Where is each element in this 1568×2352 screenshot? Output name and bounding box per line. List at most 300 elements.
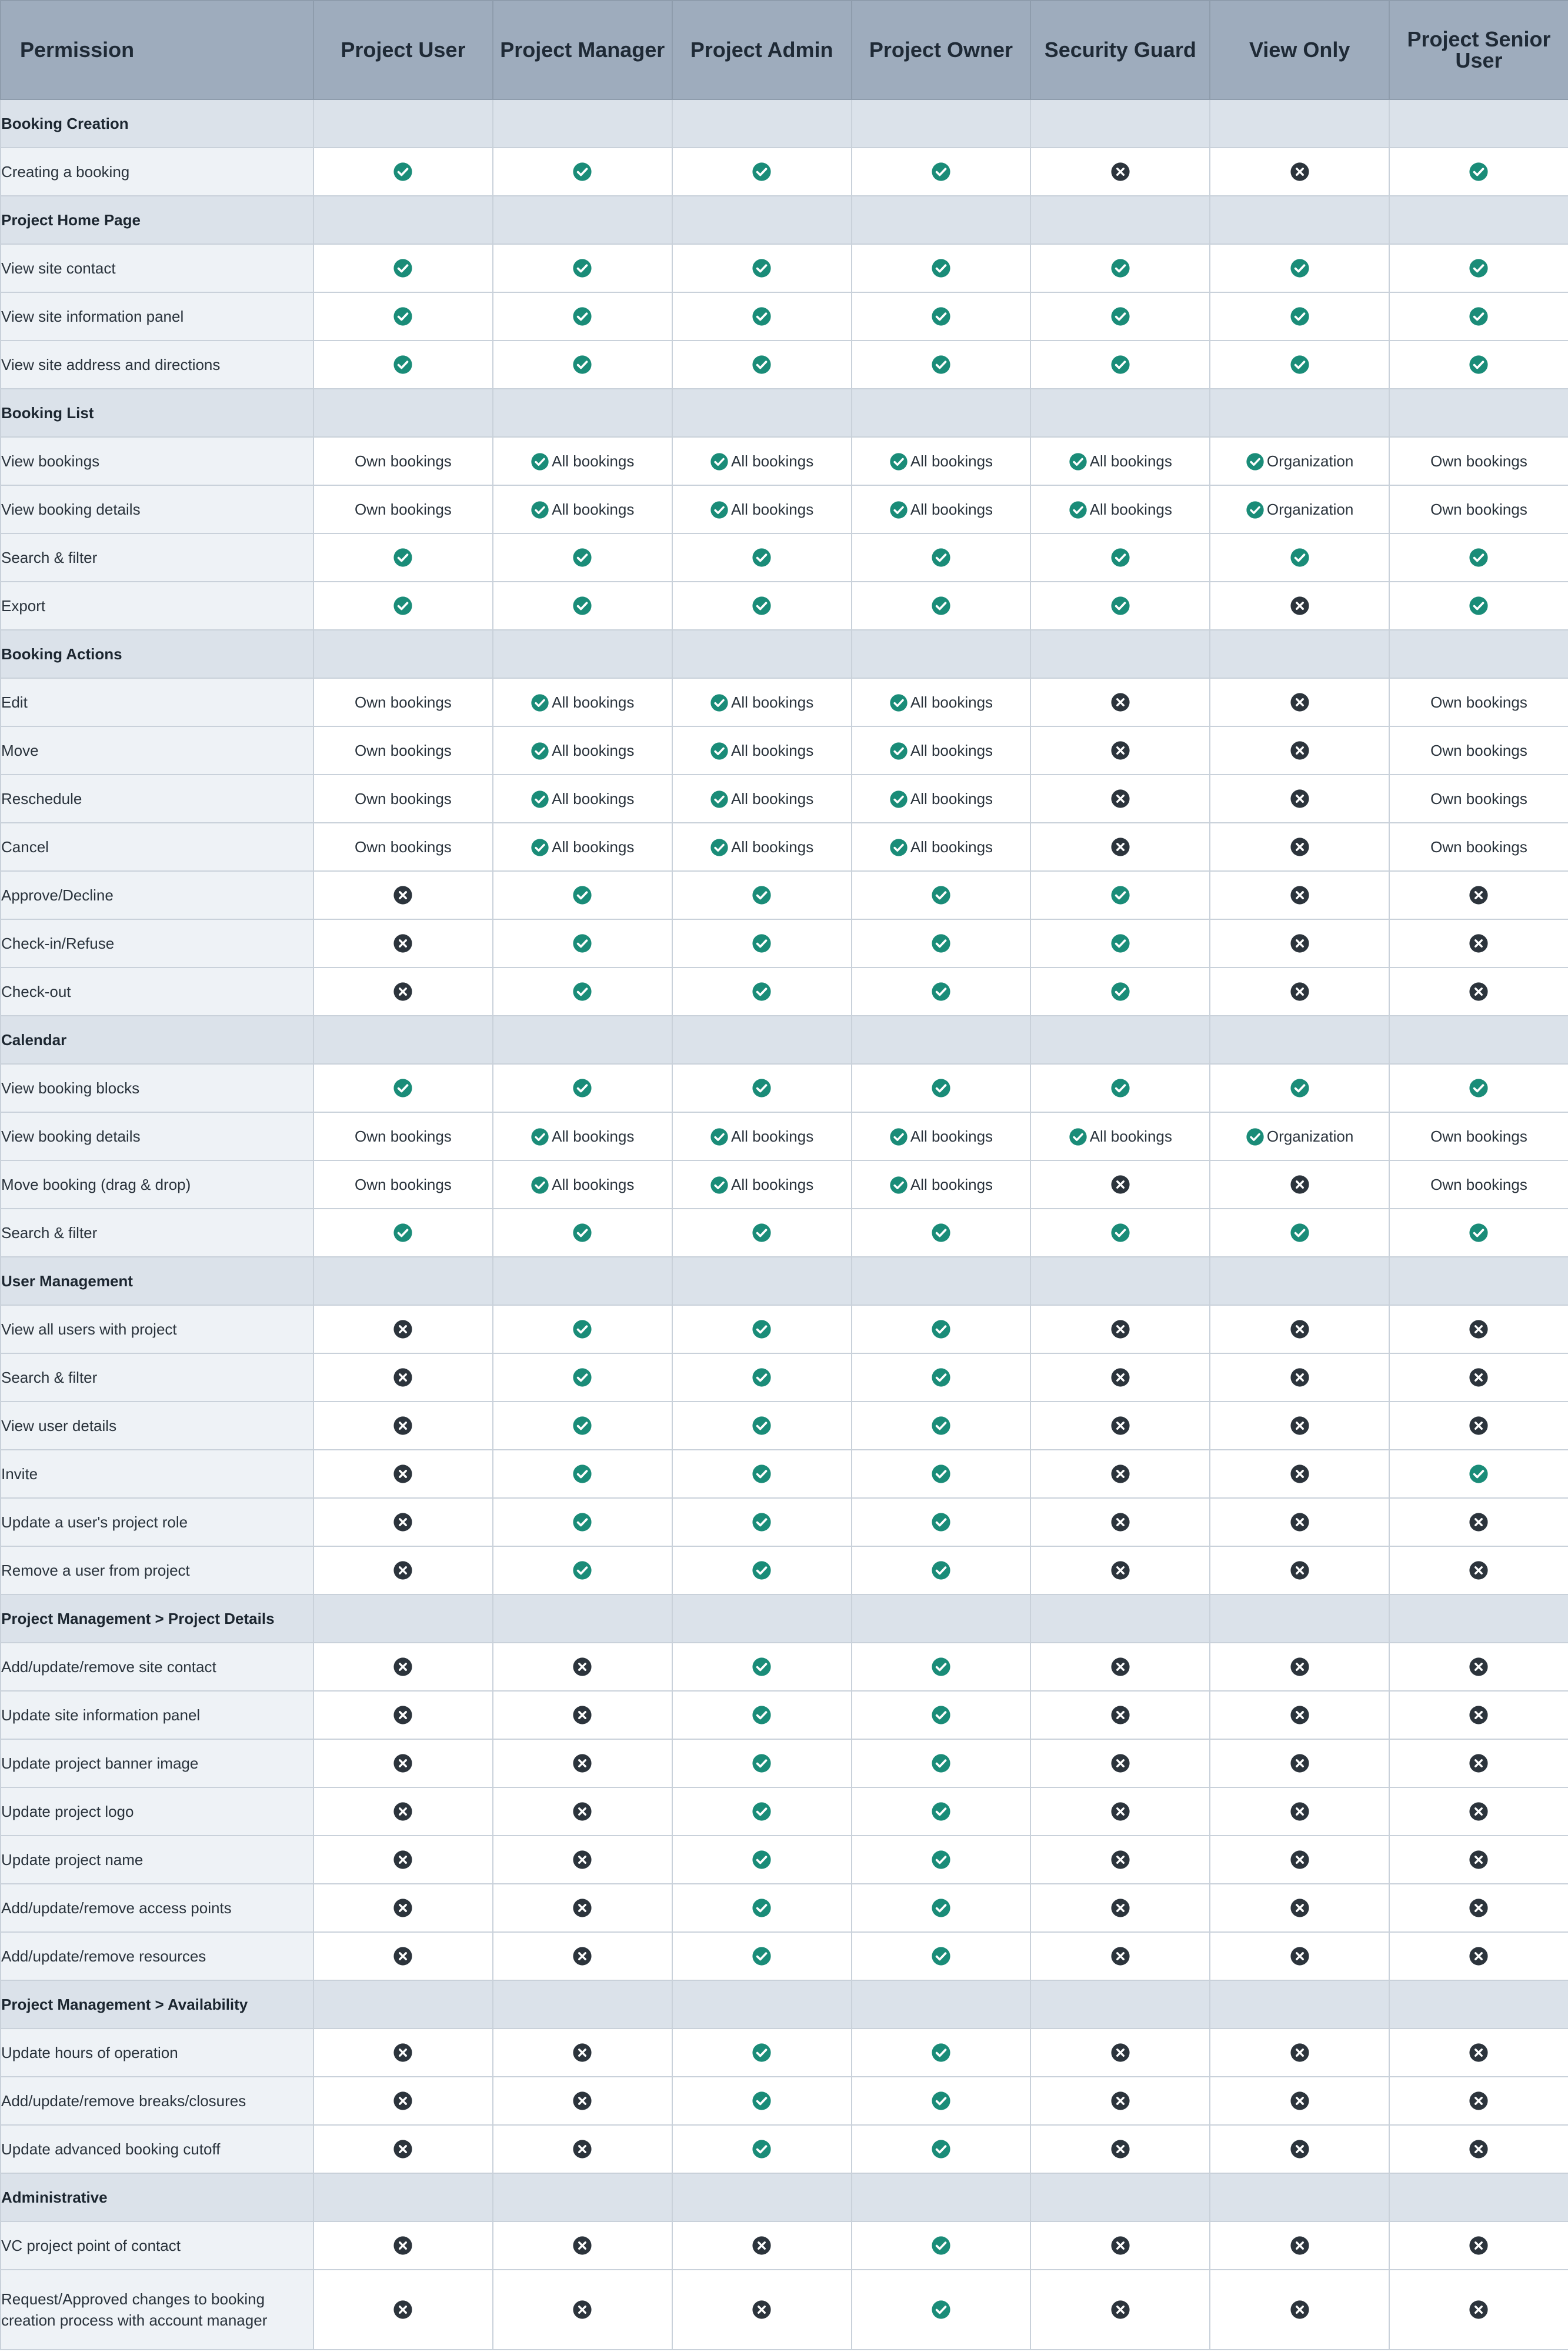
permission-denied-cell (1030, 823, 1210, 871)
x-circle-icon (1290, 1657, 1310, 1677)
section-empty-cell (1030, 1016, 1210, 1064)
scope-label: All bookings (552, 742, 635, 759)
permission-scope-cell (1389, 1112, 1568, 1160)
section-empty-cell (1389, 1594, 1568, 1643)
check-circle-icon (572, 1319, 592, 1339)
x-circle-icon (393, 933, 413, 953)
scope-with-check (531, 501, 634, 519)
permission-scope-cell (1389, 823, 1568, 871)
permission-scope-cell (852, 823, 1031, 871)
section-empty-cell (1030, 99, 1210, 148)
section-empty-cell (672, 1980, 852, 2029)
permission-scope-cell (852, 437, 1031, 485)
check-circle-icon (931, 1753, 951, 1773)
x-circle-icon (1469, 2043, 1489, 2063)
check-circle-icon (572, 933, 592, 953)
matrix-body (1, 99, 1568, 2350)
x-circle-icon (393, 1319, 413, 1339)
check-circle-icon (1246, 501, 1265, 519)
x-circle-icon (393, 982, 413, 1002)
scope-with-check (531, 790, 634, 809)
check-circle-icon (931, 1416, 951, 1436)
permission-denied-cell (1030, 1691, 1210, 1739)
permission-scope-cell (1389, 775, 1568, 823)
permission-denied-cell (313, 1787, 493, 1836)
check-circle-icon (931, 162, 951, 182)
scope-with-check (710, 1176, 813, 1195)
permission-granted-cell (852, 1643, 1031, 1691)
x-circle-icon (572, 1657, 592, 1677)
permission-scope-cell (1210, 1112, 1389, 1160)
x-circle-icon (393, 2236, 413, 2256)
role-column-header: View Only (1210, 1, 1389, 99)
x-circle-icon (1110, 692, 1130, 712)
permission-granted-cell (852, 1402, 1031, 1450)
permission-denied-cell (1210, 1546, 1389, 1594)
x-circle-icon (393, 1946, 413, 1966)
permission-denied-cell (1210, 2029, 1389, 2077)
check-circle-icon (1469, 1223, 1489, 1243)
permission-label: View booking blocks (1, 1064, 313, 1112)
permission-denied-cell (1389, 2029, 1568, 2077)
scope-with-check (1069, 452, 1172, 471)
permission-scope-cell (493, 678, 672, 726)
scope-label: All bookings (731, 742, 814, 759)
scope-with-check (889, 1176, 993, 1195)
section-empty-cell (672, 1257, 852, 1305)
x-circle-icon (1469, 982, 1489, 1002)
permission-granted-cell (1030, 1209, 1210, 1257)
check-circle-icon (1469, 355, 1489, 375)
permission-denied-cell (313, 1691, 493, 1739)
permission-denied-cell (1210, 1739, 1389, 1787)
section-header-row (1, 1980, 1568, 2029)
permission-granted-cell (493, 533, 672, 582)
scope-label: Own bookings (1430, 693, 1527, 712)
check-circle-icon (752, 933, 772, 953)
x-circle-icon (1110, 1464, 1130, 1484)
x-circle-icon (1469, 1705, 1489, 1725)
permission-label: Cancel (1, 823, 313, 871)
permission-denied-cell (313, 968, 493, 1016)
x-circle-icon (393, 1560, 413, 1580)
x-circle-icon (1290, 1946, 1310, 1966)
permission-row (1, 968, 1568, 1016)
role-column-header: Security Guard (1030, 1, 1210, 99)
permission-granted-cell (1210, 1064, 1389, 1112)
check-circle-icon (752, 2139, 772, 2159)
permission-row (1, 1209, 1568, 1257)
permission-denied-cell (313, 1546, 493, 1594)
check-circle-icon (931, 2139, 951, 2159)
permission-granted-cell (1030, 919, 1210, 968)
scope-label: Own bookings (1430, 501, 1527, 519)
permission-denied-cell (493, 2029, 672, 2077)
permission-row (1, 2270, 1568, 2350)
check-circle-icon (889, 742, 908, 760)
check-circle-icon (393, 548, 413, 568)
permission-granted-cell (672, 1932, 852, 1980)
scope-label: All bookings (1089, 501, 1172, 518)
x-circle-icon (1290, 1464, 1310, 1484)
scope-label: All bookings (552, 452, 635, 470)
check-circle-icon (752, 1801, 772, 1821)
section-empty-cell (852, 2173, 1031, 2221)
x-circle-icon (393, 1753, 413, 1773)
scope-label: All bookings (552, 838, 635, 856)
permission-denied-cell (1030, 2029, 1210, 2077)
permission-granted-cell (672, 148, 852, 196)
permission-row (1, 292, 1568, 341)
permission-scope-cell (493, 485, 672, 533)
permission-label: Creating a booking (1, 148, 313, 196)
check-circle-icon (1290, 1078, 1310, 1098)
scope-label: Organization (1266, 1127, 1354, 1145)
permission-denied-cell (313, 919, 493, 968)
section-empty-cell (852, 1257, 1031, 1305)
permission-granted-cell (672, 1064, 852, 1112)
permission-granted-cell (1030, 871, 1210, 919)
permission-granted-cell (852, 1353, 1031, 1402)
x-circle-icon (1290, 692, 1310, 712)
permission-granted-cell (672, 919, 852, 968)
section-empty-cell (672, 630, 852, 678)
permission-label: Edit (1, 678, 313, 726)
check-circle-icon (752, 355, 772, 375)
scope-with-check (531, 838, 634, 857)
check-circle-icon (1290, 306, 1310, 326)
check-circle-icon (1110, 306, 1130, 326)
check-circle-icon (931, 1850, 951, 1870)
x-circle-icon (1469, 885, 1489, 905)
scope-label: Own bookings (355, 742, 452, 760)
permission-granted-cell (672, 1643, 852, 1691)
x-circle-icon (1469, 2091, 1489, 2111)
permission-granted-cell (672, 2077, 852, 2125)
permission-row (1, 1884, 1568, 1932)
permission-row (1, 437, 1568, 485)
scope-label: Own bookings (355, 452, 452, 471)
check-circle-icon (1110, 548, 1130, 568)
check-circle-icon (931, 1898, 951, 1918)
x-circle-icon (1290, 982, 1310, 1002)
permission-scope-cell (672, 485, 852, 533)
permission-granted-cell (852, 2125, 1031, 2173)
scope-with-check (710, 838, 813, 857)
permission-granted-cell (672, 533, 852, 582)
x-circle-icon (1469, 1946, 1489, 1966)
x-circle-icon (1469, 2236, 1489, 2256)
permission-granted-cell (1210, 292, 1389, 341)
permission-granted-cell (852, 533, 1031, 582)
permission-granted-cell (672, 1884, 852, 1932)
check-circle-icon (752, 1560, 772, 1580)
permission-row (1, 775, 1568, 823)
permission-row (1, 1064, 1568, 1112)
x-circle-icon (1290, 740, 1310, 760)
permission-label: VC project point of contact (1, 2221, 313, 2270)
section-empty-cell (672, 99, 852, 148)
permission-denied-cell (1030, 1787, 1210, 1836)
permission-label: Update a user's project role (1, 1498, 313, 1546)
scope-label: Own bookings (355, 1176, 452, 1194)
permission-granted-cell (852, 919, 1031, 968)
permission-granted-cell (493, 1402, 672, 1450)
permission-row (1, 244, 1568, 292)
x-circle-icon (1290, 1753, 1310, 1773)
scope-with-check (710, 742, 813, 760)
check-circle-icon (572, 1078, 592, 1098)
section-empty-cell (1030, 1594, 1210, 1643)
x-circle-icon (572, 2300, 592, 2320)
permission-granted-cell (493, 292, 672, 341)
permission-granted-cell (1389, 582, 1568, 630)
x-circle-icon (1469, 1753, 1489, 1773)
permission-granted-cell (313, 1064, 493, 1112)
permission-scope-cell (852, 726, 1031, 775)
permission-denied-cell (1389, 2270, 1568, 2350)
check-circle-icon (1469, 596, 1489, 616)
scope-label: All bookings (552, 1127, 635, 1145)
permission-denied-cell (1210, 919, 1389, 968)
scope-label: All bookings (552, 693, 635, 711)
scope-with-check (531, 693, 634, 712)
section-empty-cell (852, 196, 1031, 244)
scope-label: All bookings (910, 838, 993, 856)
check-circle-icon (531, 742, 549, 760)
permission-granted-cell (852, 1064, 1031, 1112)
section-empty-cell (493, 1980, 672, 2029)
permission-denied-cell (1210, 148, 1389, 196)
x-circle-icon (1290, 1512, 1310, 1532)
check-circle-icon (931, 1946, 951, 1966)
scope-with-check (889, 790, 993, 809)
check-circle-icon (931, 2300, 951, 2320)
x-circle-icon (572, 1946, 592, 1966)
permission-label: Move (1, 726, 313, 775)
x-circle-icon (1290, 162, 1310, 182)
permission-row (1, 1160, 1568, 1209)
x-circle-icon (1469, 933, 1489, 953)
check-circle-icon (752, 1367, 772, 1387)
scope-label: All bookings (731, 501, 814, 518)
check-circle-icon (572, 548, 592, 568)
permission-granted-cell (672, 1498, 852, 1546)
x-circle-icon (1469, 1657, 1489, 1677)
permission-scope-cell (1210, 437, 1389, 485)
check-circle-icon (752, 548, 772, 568)
x-circle-icon (572, 2043, 592, 2063)
check-circle-icon (1290, 355, 1310, 375)
check-circle-icon (752, 2043, 772, 2063)
x-circle-icon (393, 1512, 413, 1532)
check-circle-icon (531, 790, 549, 809)
permission-denied-cell (1030, 726, 1210, 775)
scope-label: All bookings (1089, 452, 1172, 470)
section-empty-cell (1389, 2173, 1568, 2221)
x-circle-icon (1469, 2139, 1489, 2159)
scope-label: Own bookings (1430, 838, 1527, 856)
permission-denied-cell (1210, 871, 1389, 919)
check-circle-icon (1469, 258, 1489, 278)
permission-denied-cell (313, 1884, 493, 1932)
check-circle-icon (752, 596, 772, 616)
permission-denied-cell (1389, 1643, 1568, 1691)
scope-label: All bookings (910, 790, 993, 808)
permission-scope-cell (672, 678, 852, 726)
permission-granted-cell (313, 244, 493, 292)
permission-scope-cell (852, 678, 1031, 726)
permission-scope-cell (672, 437, 852, 485)
check-circle-icon (931, 2091, 951, 2111)
permission-denied-cell (1030, 2125, 1210, 2173)
check-circle-icon (1110, 933, 1130, 953)
x-circle-icon (1110, 1175, 1130, 1195)
section-empty-cell (493, 389, 672, 437)
permission-label: Add/update/remove site contact (1, 1643, 313, 1691)
check-circle-icon (1469, 162, 1489, 182)
permission-denied-cell (1210, 582, 1389, 630)
x-circle-icon (1110, 740, 1130, 760)
permission-row (1, 678, 1568, 726)
permission-granted-cell (493, 871, 672, 919)
x-circle-icon (1110, 1512, 1130, 1532)
permission-denied-cell (313, 1836, 493, 1884)
check-circle-icon (1246, 452, 1265, 471)
x-circle-icon (572, 2091, 592, 2111)
permission-row (1, 1643, 1568, 1691)
check-circle-icon (752, 1223, 772, 1243)
check-circle-icon (572, 1464, 592, 1484)
check-circle-icon (710, 742, 729, 760)
scope-with-check (531, 452, 634, 471)
x-circle-icon (1290, 789, 1310, 809)
section-empty-cell (1389, 1016, 1568, 1064)
scope-label: All bookings (910, 742, 993, 759)
check-circle-icon (393, 596, 413, 616)
scope-with-check (889, 693, 993, 712)
check-circle-icon (1469, 548, 1489, 568)
permission-denied-cell (1210, 1498, 1389, 1546)
x-circle-icon (572, 2139, 592, 2159)
scope-label: Own bookings (1430, 452, 1527, 471)
scope-with-check (1246, 1127, 1353, 1146)
section-empty-cell (1210, 1016, 1389, 1064)
check-circle-icon (752, 1946, 772, 1966)
permission-granted-cell (493, 1546, 672, 1594)
section-header-row (1, 1257, 1568, 1305)
x-circle-icon (572, 1753, 592, 1773)
permission-denied-cell (1210, 1836, 1389, 1884)
section-title: User Management (1, 1257, 313, 1305)
section-empty-cell (1210, 1594, 1389, 1643)
x-circle-icon (1110, 1801, 1130, 1821)
permission-granted-cell (852, 1450, 1031, 1498)
permission-denied-cell (1389, 1498, 1568, 1546)
section-title: Project Home Page (1, 196, 313, 244)
scope-with-check (710, 1127, 813, 1146)
role-column-header: Project Admin (672, 1, 852, 99)
permission-row (1, 1402, 1568, 1450)
check-circle-icon (393, 1223, 413, 1243)
permission-denied-cell (1210, 2125, 1389, 2173)
permission-denied-cell (1389, 1836, 1568, 1884)
x-circle-icon (752, 2236, 772, 2256)
permission-granted-cell (1389, 1450, 1568, 1498)
permission-denied-cell (313, 1932, 493, 1980)
section-empty-cell (1210, 630, 1389, 678)
check-circle-icon (1110, 258, 1130, 278)
check-circle-icon (1290, 258, 1310, 278)
section-empty-cell (1389, 389, 1568, 437)
section-empty-cell (313, 630, 493, 678)
permission-denied-cell (1210, 1691, 1389, 1739)
check-circle-icon (572, 596, 592, 616)
x-circle-icon (1290, 1560, 1310, 1580)
scope-with-check (889, 1127, 993, 1146)
section-empty-cell (1210, 99, 1389, 148)
permission-denied-cell (1210, 2221, 1389, 2270)
permission-row (1, 1739, 1568, 1787)
permission-denied-cell (313, 1643, 493, 1691)
scope-with-check (1246, 452, 1353, 471)
permission-granted-cell (672, 1305, 852, 1353)
check-circle-icon (1110, 982, 1130, 1002)
permission-granted-cell (1389, 148, 1568, 196)
permission-label: View booking details (1, 485, 313, 533)
permission-row (1, 919, 1568, 968)
permission-granted-cell (672, 1353, 852, 1402)
check-circle-icon (1069, 452, 1087, 471)
check-circle-icon (1469, 1078, 1489, 1098)
section-empty-cell (1210, 2173, 1389, 2221)
section-empty-cell (1210, 1257, 1389, 1305)
permission-denied-cell (1389, 871, 1568, 919)
permission-row (1, 2221, 1568, 2270)
section-empty-cell (1030, 1980, 1210, 2029)
permission-granted-cell (1030, 244, 1210, 292)
scope-with-check (1246, 501, 1353, 519)
permission-denied-cell (1210, 1305, 1389, 1353)
x-circle-icon (752, 2300, 772, 2320)
section-header-row (1, 99, 1568, 148)
permission-denied-cell (1030, 1739, 1210, 1787)
permission-granted-cell (1389, 1209, 1568, 1257)
permission-label: View all users with project (1, 1305, 313, 1353)
permission-granted-cell (672, 341, 852, 389)
x-circle-icon (1110, 1850, 1130, 1870)
permission-row (1, 1691, 1568, 1739)
permission-row (1, 1932, 1568, 1980)
permission-granted-cell (313, 582, 493, 630)
permission-label: Search & filter (1, 1353, 313, 1402)
x-circle-icon (1110, 162, 1130, 182)
permission-denied-cell (1210, 1353, 1389, 1402)
permission-label: Approve/Decline (1, 871, 313, 919)
section-header-row (1, 196, 1568, 244)
section-header-row (1, 1016, 1568, 1064)
permission-denied-cell (313, 1353, 493, 1402)
scope-label: All bookings (552, 1176, 635, 1193)
permission-denied-cell (1389, 1305, 1568, 1353)
permission-scope-cell (672, 726, 852, 775)
scope-label: All bookings (552, 501, 635, 518)
check-circle-icon (889, 790, 908, 809)
permission-row (1, 582, 1568, 630)
check-circle-icon (931, 1223, 951, 1243)
permission-granted-cell (852, 292, 1031, 341)
check-circle-icon (393, 355, 413, 375)
